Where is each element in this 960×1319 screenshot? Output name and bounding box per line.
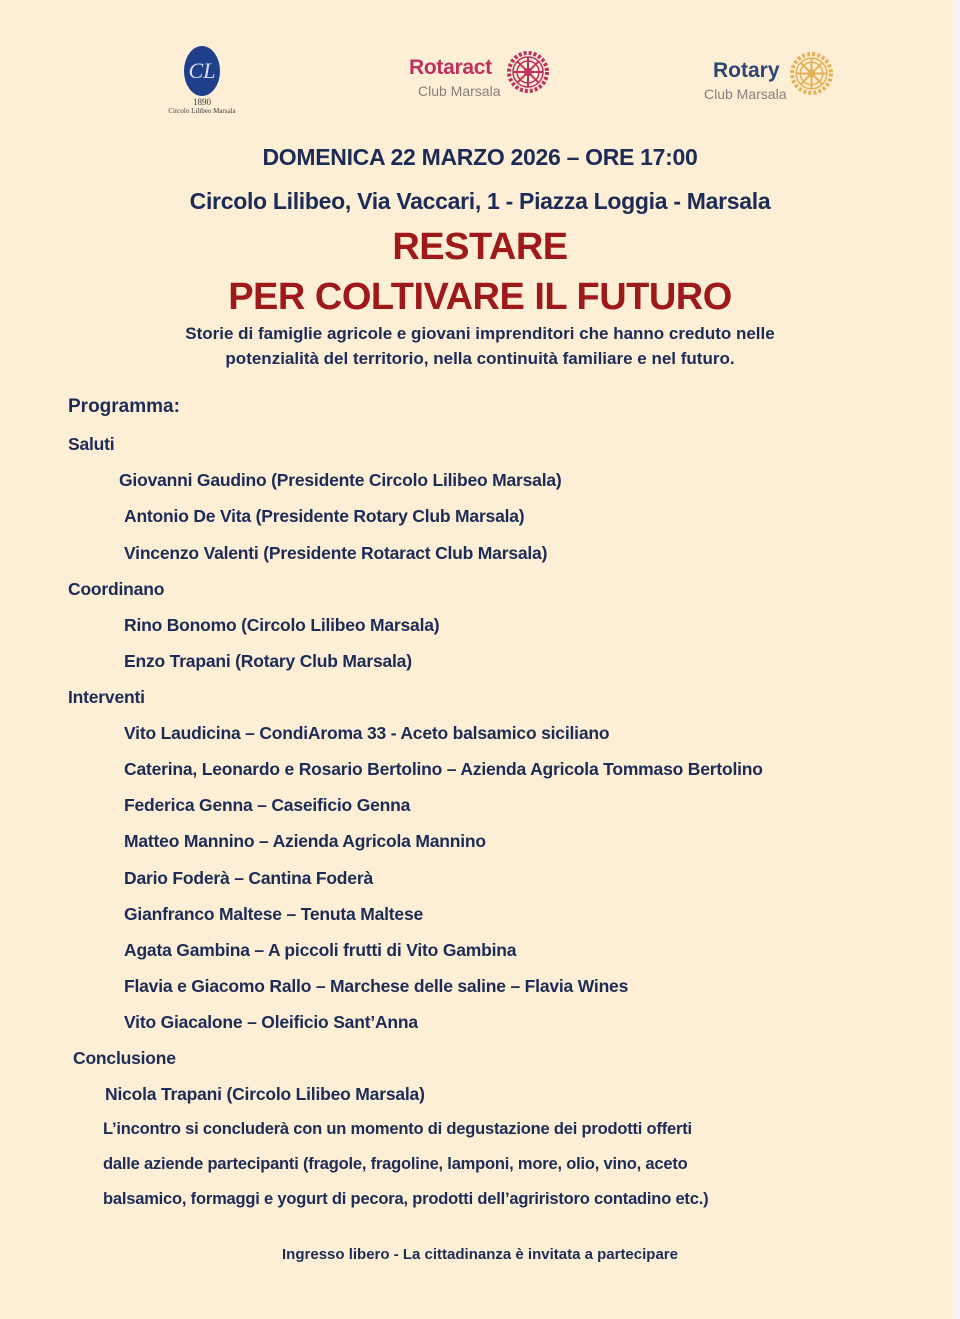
list-item: Vincenzo Valenti (Presidente Rotaract Club Marsala) xyxy=(124,543,548,563)
closing-note-line: balsamico, formaggi e yogurt di pecora, prodotti dell’agriristoro contadino etc.) xyxy=(103,1190,709,1208)
list-item: Nicola Trapani (Circolo Lilibeo Marsala) xyxy=(105,1084,425,1104)
list-item: Giovanni Gaudino (Presidente Circolo Lilibeo Marsala) xyxy=(119,470,562,490)
event-date: DOMENICA 22 MARZO 2026 – ORE 17:00 xyxy=(262,144,698,170)
list-item: Vito Laudicina – CondiAroma 33 - Aceto balsamico siciliano xyxy=(124,723,610,743)
list-item: Dario Foderà – Cantina Foderà xyxy=(124,868,373,888)
rotaract-wordmark: Rotaract xyxy=(409,56,492,79)
section-saluti: Saluti xyxy=(68,434,115,454)
closing-note-line: L’incontro si concluderà con un momento di degustazione dei prodotti offerti xyxy=(103,1120,692,1138)
list-item: Vito Giacalone – Oleificio Sant’Anna xyxy=(124,1012,418,1032)
rotary-club-label: Club Marsala xyxy=(704,86,787,102)
event-subtitle xyxy=(0,321,960,371)
event-title-line2: PER COLTIVARE IL FUTURO xyxy=(228,276,732,318)
closing-note-line: dalle aziende partecipanti (fragole, fragoline, lamponi, more, olio, vino, aceto xyxy=(103,1155,688,1173)
list-item: Flavia e Giacomo Rallo – Marchese delle saline – Flavia Wines xyxy=(124,976,629,996)
list-item: Federica Genna – Caseificio Genna xyxy=(124,795,411,815)
list-item: Matteo Mannino – Azienda Agricola Mannino xyxy=(124,831,486,851)
section-conclusione: Conclusione xyxy=(73,1048,176,1068)
event-venue: Circolo Lilibeo, Via Vaccari, 1 - Piazza Loggia - Marsala xyxy=(189,188,771,214)
list-item: Gianfranco Maltese – Tenuta Maltese xyxy=(124,904,424,924)
programma-heading: Programma: xyxy=(68,396,180,417)
footer-note: Ingresso libero - La cittadinanza è invitata a partecipare xyxy=(282,1246,678,1263)
logo-year: 1890 xyxy=(193,97,211,107)
subtitle-line: potenzialità del territorio, nella continuità familiare e nel futuro. xyxy=(225,349,735,368)
list-item: Antonio De Vita (Presidente Rotary Club Marsala) xyxy=(124,506,525,526)
subtitle-line: Storie di famiglie agricole e giovani imprenditori che hanno creduto nelle xyxy=(185,324,775,343)
section-interventi: Interventi xyxy=(68,687,145,707)
cl-monogram-icon: CL xyxy=(184,46,220,96)
list-item: Agata Gambina – A piccoli frutti di Vito Gambina xyxy=(124,940,517,960)
rotaract-club-label: Club Marsala xyxy=(418,83,501,99)
rotaract-wheel-icon xyxy=(505,49,551,95)
rotary-wordmark: Rotary xyxy=(713,59,780,82)
rotary-wheel-icon xyxy=(788,50,835,97)
event-title-line1: RESTARE xyxy=(392,226,568,268)
section-coordinano: Coordinano xyxy=(68,579,165,599)
logo-name: Circolo Lilibeo Marsala xyxy=(168,107,236,115)
list-item: Caterina, Leonardo e Rosario Bertolino – Azienda Agricola Tommaso Bertolino xyxy=(124,759,763,779)
list-item: Enzo Trapani (Rotary Club Marsala) xyxy=(124,651,412,671)
list-item: Rino Bonomo (Circolo Lilibeo Marsala) xyxy=(124,615,440,635)
